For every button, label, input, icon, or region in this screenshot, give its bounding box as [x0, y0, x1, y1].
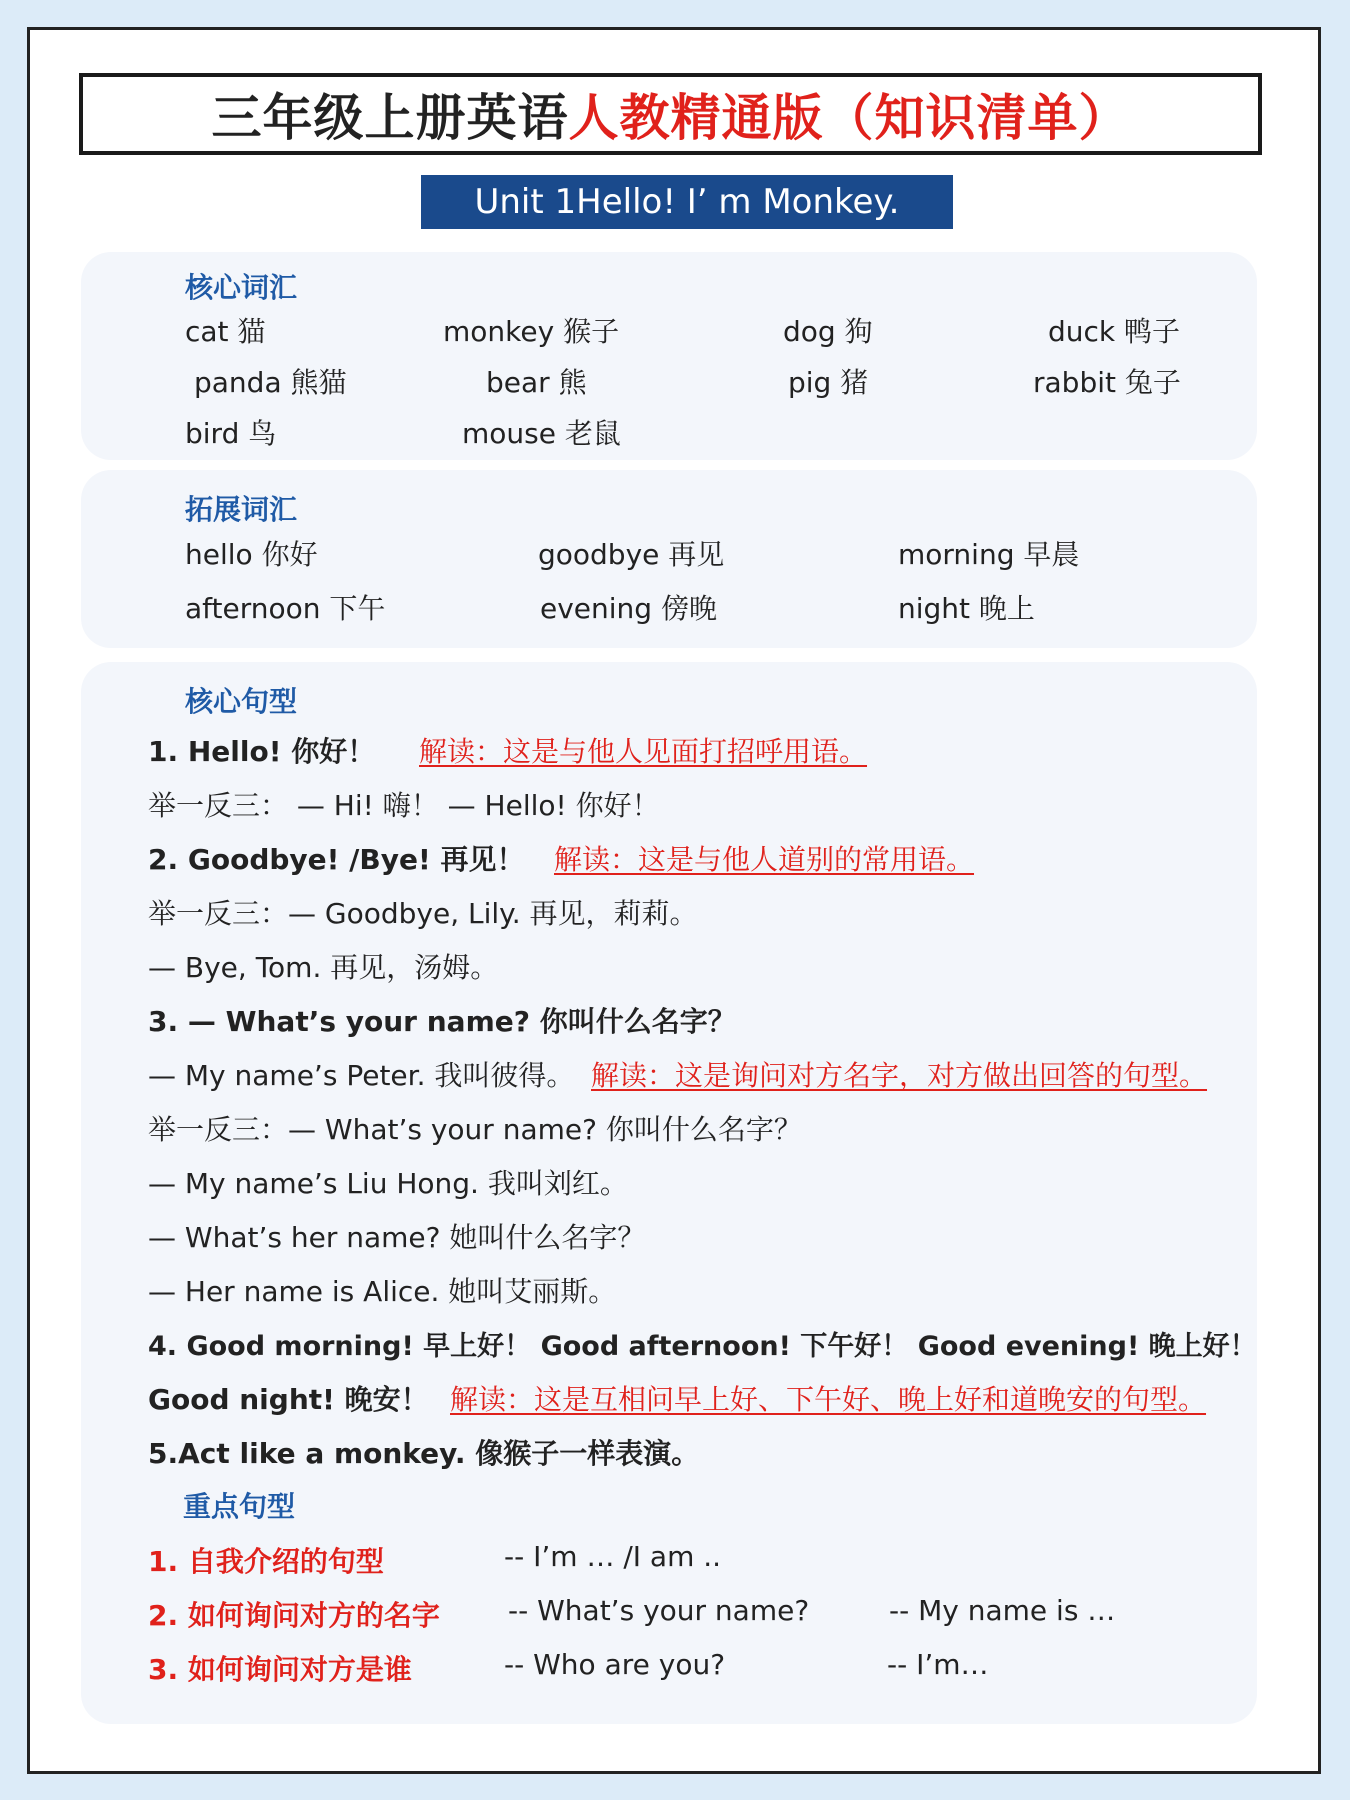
- vocab-word: dog 狗: [783, 315, 873, 348]
- ext-vocab-panel: [81, 470, 1257, 648]
- vocab-word: pig 猪: [788, 366, 869, 399]
- vocab-word: bird 鸟: [185, 417, 277, 450]
- unit-title: Hello! I’ m Monkey.: [576, 182, 900, 222]
- key-sentence-label: 2. 如何询问对方的名字: [148, 1599, 440, 1632]
- sentence-note: 解读：这是互相问早上好、下午好、晚上好和道晚安的句型。: [450, 1383, 1207, 1416]
- worksheet-page: [27, 27, 1321, 1774]
- key-sentence-question: -- What’s your name?: [508, 1594, 810, 1627]
- key-sentence-label: 3. 如何询问对方是谁: [148, 1653, 412, 1686]
- vocab-word: mouse 老鼠: [462, 417, 621, 450]
- sentence-line: — Bye, Tom. 再见，汤姆。: [148, 951, 499, 984]
- vocab-word: goodbye 再见: [538, 538, 725, 571]
- sentence-line: — What’s her name? 她叫什么名字？: [148, 1221, 646, 1254]
- vocab-word: panda 熊猫: [194, 366, 347, 399]
- key-sentence-answer: -- My name is …: [889, 1594, 1116, 1627]
- title-part2: 人教精通版（知识清单）: [568, 89, 1130, 147]
- vocab-word: night 晚上: [898, 592, 1035, 625]
- title-part1: 三年级上册英语: [211, 89, 569, 147]
- vocab-word: hello 你好: [185, 538, 318, 571]
- sentence-line: 1. Hello! 你好！: [148, 735, 376, 768]
- vocab-word: monkey 猴子: [443, 315, 620, 348]
- sentence-note: 解读：这是与他人见面打招呼用语。: [419, 735, 868, 768]
- core-vocab-title: 核心词汇: [185, 271, 298, 304]
- sentence-line: — Her name is Alice. 她叫艾丽斯。: [148, 1275, 617, 1308]
- vocab-word: afternoon 下午: [185, 592, 386, 625]
- sentence-line: 2. Goodbye! /Bye! 再见！: [148, 843, 525, 876]
- core-vocab-panel: [81, 252, 1257, 460]
- vocab-word: morning 早晨: [898, 538, 1080, 571]
- sentence-line: Good night! 晚安！: [148, 1383, 429, 1416]
- sentence-line: 3. — What’s your name? 你叫什么名字？: [148, 1005, 736, 1038]
- sentence-note: 解读：这是询问对方名字，对方做出回答的句型。: [591, 1059, 1208, 1092]
- vocab-word: rabbit 兔子: [1033, 366, 1181, 399]
- sentence-line: 举一反三： — Hi! 嗨！ — Hello! 你好！: [148, 789, 660, 822]
- sentence-line: 4. Good morning! 早上好！ Good afternoon! 下午好！ Good evening! 晚上好！: [148, 1331, 1257, 1362]
- ext-vocab-title: 拓展词汇: [185, 493, 298, 526]
- sentence-note: 解读：这是与他人道别的常用语。: [554, 843, 975, 876]
- sentence-line: — My name’s Liu Hong. 我叫刘红。: [148, 1167, 628, 1200]
- unit-label: Unit 1: [474, 182, 577, 222]
- sentence-line: — My name’s Peter. 我叫彼得。: [148, 1059, 575, 1092]
- sentence-line: 5.Act like a monkey. 像猴子一样表演。: [148, 1437, 700, 1470]
- key-sentence-label: 1. 自我介绍的句型: [148, 1545, 384, 1578]
- key-sentence-question: -- Who are you?: [504, 1648, 726, 1681]
- vocab-word: cat 猫: [185, 315, 266, 348]
- core-sentences-title: 核心句型: [185, 685, 298, 718]
- sentence-line: 举一反三：— What’s your name? 你叫什么名字？: [148, 1113, 802, 1146]
- key-sentence-question: -- I’m … /I am ..: [504, 1540, 722, 1573]
- vocab-word: bear 熊: [486, 366, 587, 399]
- vocab-word: duck 鸭子: [1048, 315, 1181, 348]
- key-sentences-title: 重点句型: [183, 1490, 296, 1523]
- sentence-line: 举一反三：— Goodbye, Lily. 再见，莉莉。: [148, 897, 698, 930]
- unit-banner: [421, 175, 953, 229]
- vocab-word: evening 傍晚: [540, 592, 717, 625]
- page-title: [79, 73, 1262, 155]
- key-sentence-answer: -- I’m…: [887, 1648, 989, 1681]
